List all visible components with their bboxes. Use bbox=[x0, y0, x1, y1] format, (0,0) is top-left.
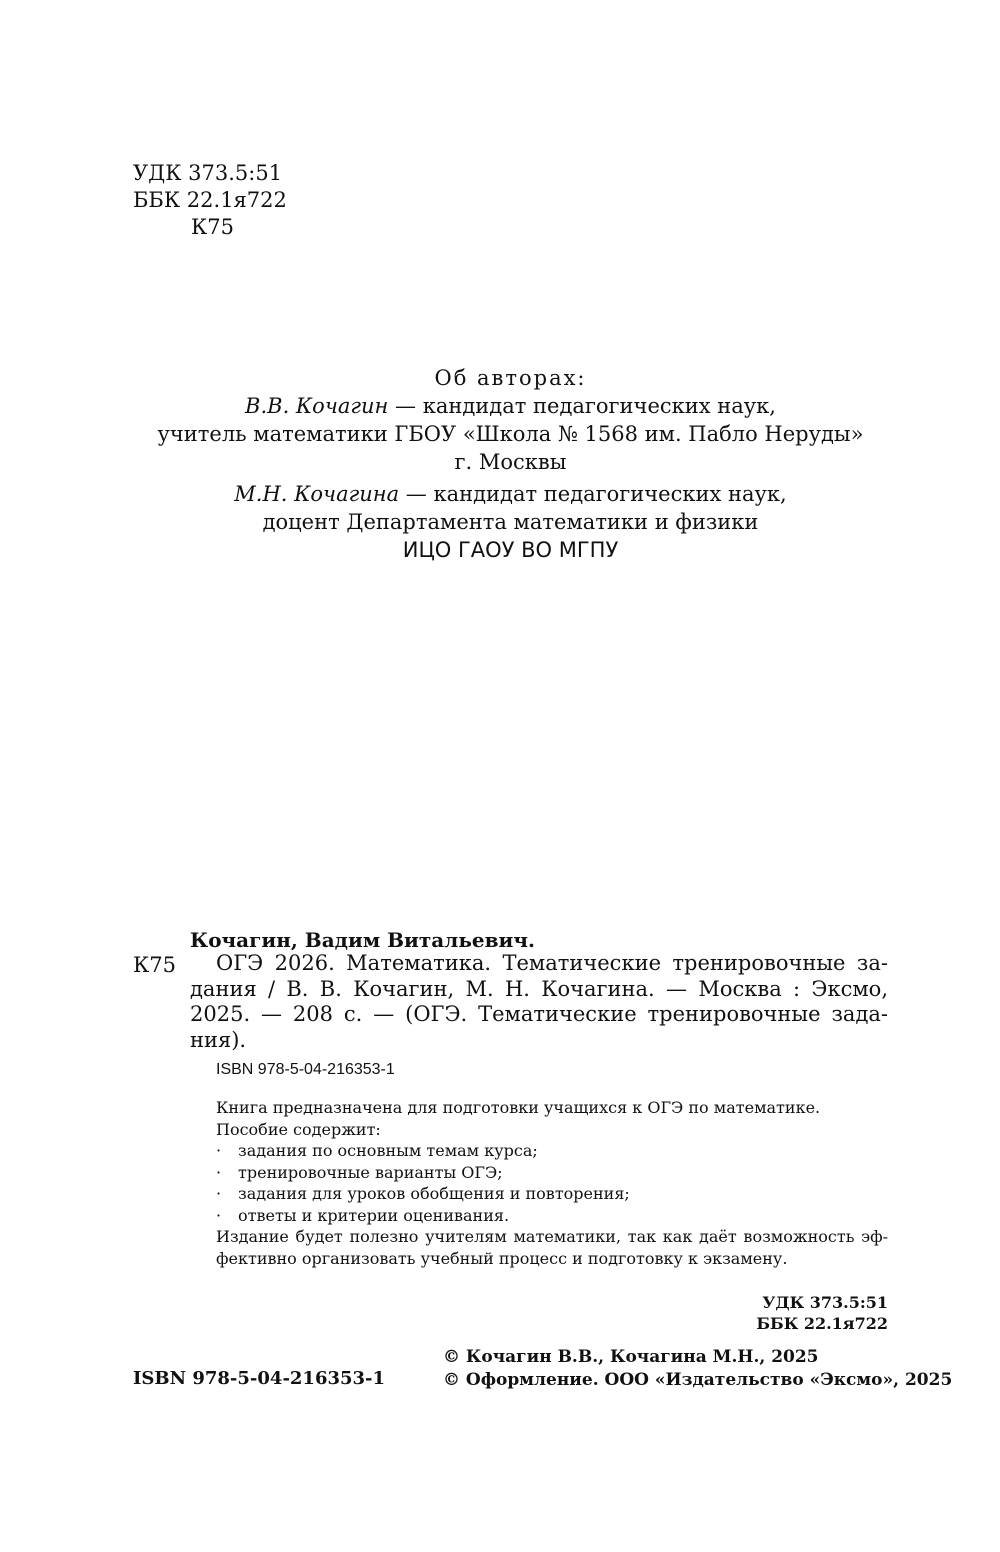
author1-name: В.В. Кочагин bbox=[245, 394, 389, 418]
author1-title: — кандидат педагогических наук, bbox=[388, 394, 776, 418]
bib-author-mark: К75 bbox=[133, 953, 176, 977]
annotation-intro: Книга предназначена для подготовки учащихся к ОГЭ по математике. bbox=[216, 1098, 821, 1117]
author1-line3: г. Москвы bbox=[454, 450, 567, 474]
isbn-main: ISBN 978-5-04-216353-1 bbox=[133, 1368, 386, 1389]
bullet-icon: · bbox=[216, 1205, 222, 1225]
bib-author-heading: Кочагин, Вадим Витальевич. bbox=[190, 928, 535, 952]
copyright-authors: © Кочагин В.В., Кочагина М.Н., 2025 bbox=[443, 1347, 819, 1367]
bullet-icon: · bbox=[216, 1162, 222, 1182]
bib-line-2: дания / В. В. Кочагин, М. Н. Кочагина. — Москва : Эксмо, bbox=[190, 976, 888, 1001]
classification-codes-right bbox=[756, 1292, 888, 1334]
bbk-code: ББК 22.1я722 bbox=[133, 188, 287, 212]
author2-name: М.Н. Кочагина bbox=[234, 482, 400, 506]
about-heading: Об авторах: bbox=[434, 366, 587, 390]
bbk-code-right: ББК 22.1я722 bbox=[756, 1314, 888, 1333]
author1-line2: учитель математики ГБОУ «Школа № 1568 им. Пабло Неруды» bbox=[157, 422, 864, 446]
classification-codes bbox=[133, 160, 287, 241]
udk-code: УДК 373.5:51 bbox=[133, 161, 283, 185]
author2-line1 bbox=[133, 480, 888, 508]
annotation-closing-1: Издание будет полезно учителям математики, так как даёт возможность эф- bbox=[216, 1227, 888, 1246]
list-item: · задания по основным темам курса; bbox=[216, 1141, 538, 1160]
bib-isbn: ISBN 978-5-04-216353-1 bbox=[216, 1061, 395, 1078]
copyright-block bbox=[443, 1346, 952, 1392]
author2-title: — кандидат педагогических наук, bbox=[399, 482, 787, 506]
annotation-closing-2: фективно организовать учебный процесс и подготовку к экзамену. bbox=[216, 1248, 788, 1268]
bullet-icon: · bbox=[216, 1141, 222, 1160]
author-mark: К75 bbox=[191, 215, 234, 239]
bib-line-4: ния). bbox=[190, 1027, 247, 1052]
author2-line2: доцент Департамента математики и физики bbox=[262, 510, 759, 534]
list-item: · тренировочные варианты ОГЭ; bbox=[216, 1162, 503, 1182]
bib-line-1: ОГЭ 2026. Математика. Тематические тренировочные за- bbox=[216, 951, 888, 975]
bib-line-3: 2025. — 208 с. — (ОГЭ. Тематические тренировочные зада- bbox=[190, 1002, 888, 1026]
bullet-icon: · bbox=[216, 1184, 222, 1203]
about-authors bbox=[133, 364, 888, 564]
annotation-contents-label: Пособие содержит: bbox=[216, 1119, 381, 1139]
author2-line3: ИЦО ГАОУ ВО МГПУ bbox=[402, 538, 619, 562]
udk-code-right: УДК 373.5:51 bbox=[762, 1293, 888, 1312]
copyright-design: © Оформление. ООО «Издательство «Эксмо», 2025 bbox=[443, 1370, 953, 1390]
author1-line1 bbox=[133, 392, 888, 420]
list-item: · задания для уроков обобщения и повторения; bbox=[216, 1184, 630, 1203]
annotation bbox=[216, 1097, 888, 1269]
bib-description bbox=[190, 951, 888, 1053]
list-item: · ответы и критерии оценивания. bbox=[216, 1205, 510, 1225]
